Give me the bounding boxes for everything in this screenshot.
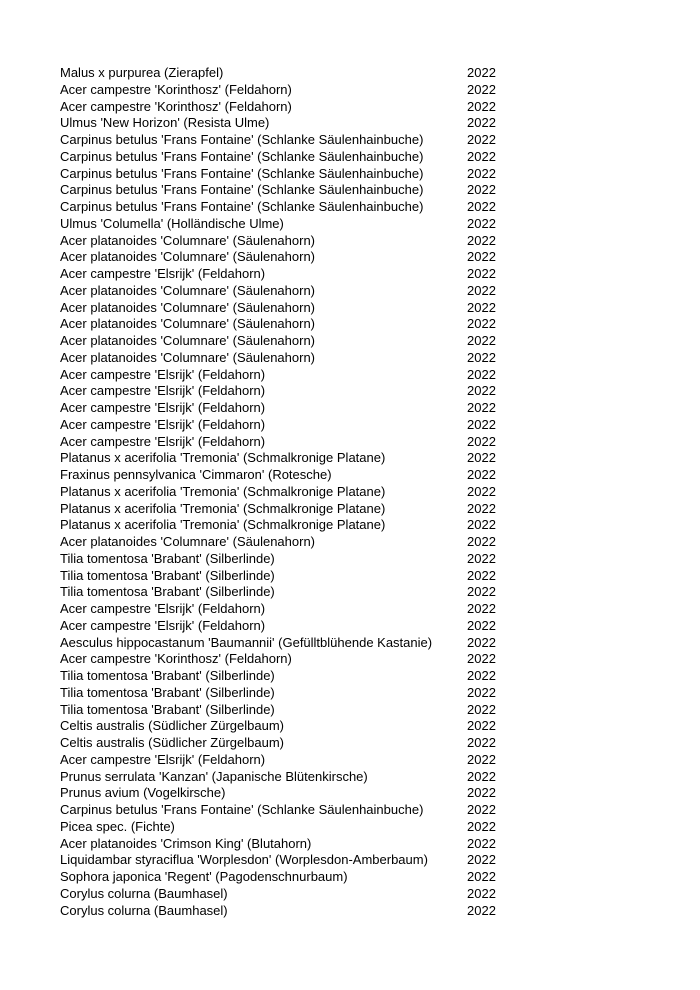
planting-year: 2022 [467, 299, 496, 315]
list-item [60, 182, 520, 199]
list-item [60, 752, 520, 769]
tree-name: Acer campestre 'Elsrijk' (Feldahorn) [60, 433, 266, 449]
list-item [60, 785, 520, 802]
list-item [60, 350, 520, 367]
planting-year: 2022 [467, 215, 496, 231]
planting-year: 2022 [467, 433, 496, 449]
planting-year: 2022 [467, 199, 496, 214]
tree-name: Carpinus betulus 'Frans Fontaine' (Schlanke Säulenhainbuche) [60, 148, 424, 164]
tree-name: Prunus serrulata 'Kanzan' (Japanische Blütenkirsche) [60, 768, 368, 784]
planting-year: 2022 [467, 450, 496, 466]
tree-name: Platanus x acerifolia 'Tremonia' (Schmalkronige Platane) [60, 483, 386, 499]
list-item [60, 283, 520, 300]
list-item [60, 584, 520, 601]
list-item [60, 149, 520, 166]
planting-year: 2022 [467, 416, 496, 432]
list-item [60, 769, 520, 786]
planting-year: 2022 [467, 818, 496, 834]
tree-name: Acer platanoides 'Columnare' (Säulenahorn) [60, 282, 315, 298]
planting-year: 2022 [467, 266, 496, 281]
tree-name: Acer platanoides 'Columnare' (Säulenahorn) [60, 316, 315, 332]
tree-name: Carpinus betulus 'Frans Fontaine' (Schlanke Säulenhainbuche) [60, 165, 424, 181]
tree-name: Carpinus betulus 'Frans Fontaine' (Schlanke Säulenhainbuche) [60, 199, 424, 214]
list-item [60, 618, 520, 635]
planting-year: 2022 [467, 885, 496, 901]
list-item [60, 400, 520, 417]
list-item [60, 651, 520, 668]
tree-name: Tilia tomentosa 'Brabant' (Silberlinde) [60, 584, 275, 600]
tree-name: Malus x purpurea (Zierapfel) [60, 65, 224, 80]
list-item [60, 333, 520, 350]
list-item [60, 216, 520, 233]
planting-year: 2022 [467, 751, 496, 767]
tree-name: Acer platanoides 'Columnare' (Säulenahorn) [60, 534, 315, 549]
planting-year: 2022 [467, 718, 496, 734]
tree-name: Acer campestre 'Elsrijk' (Feldahorn) [60, 400, 266, 415]
list-item [60, 434, 520, 451]
planting-year: 2022 [467, 768, 496, 784]
planting-year: 2022 [467, 584, 496, 600]
tree-name: Fraxinus pennsylvanica 'Cimmaron' (Rotesche) [60, 467, 332, 482]
tree-name: Acer campestre 'Elsrijk' (Feldahorn) [60, 266, 266, 281]
list-item [60, 869, 520, 886]
tree-name: Acer platanoides 'Columnare' (Säulenahorn) [60, 333, 315, 348]
list-item [60, 517, 520, 534]
planting-year: 2022 [467, 902, 496, 918]
planting-year: 2022 [467, 249, 496, 265]
list-item [60, 266, 520, 283]
planting-year: 2022 [467, 132, 496, 147]
planting-year: 2022 [467, 282, 496, 298]
tree-name: Platanus x acerifolia 'Tremonia' (Schmalkronige Platane) [60, 500, 386, 516]
tree-name: Celtis australis (Südlicher Zürgelbaum) [60, 735, 284, 750]
planting-year: 2022 [467, 182, 496, 198]
list-item [60, 852, 520, 869]
list-item [60, 568, 520, 585]
tree-name: Tilia tomentosa 'Brabant' (Silberlinde) [60, 567, 275, 583]
list-item [60, 199, 520, 216]
tree-name: Acer campestre 'Elsrijk' (Feldahorn) [60, 617, 266, 633]
list-item [60, 417, 520, 434]
planting-year: 2022 [467, 232, 496, 248]
tree-name: Ulmus 'New Horizon' (Resista Ulme) [60, 115, 270, 131]
list-item [60, 836, 520, 853]
planting-year: 2022 [467, 65, 496, 80]
list-item [60, 886, 520, 903]
planting-year: 2022 [467, 500, 496, 516]
planting-year: 2022 [467, 366, 496, 382]
planting-year: 2022 [467, 852, 496, 868]
planting-year: 2022 [467, 165, 496, 181]
planting-year: 2022 [467, 534, 496, 549]
list-item [60, 903, 520, 920]
planting-year: 2022 [467, 785, 496, 801]
list-item [60, 450, 520, 467]
list-item [60, 316, 520, 333]
planting-year: 2022 [467, 651, 496, 667]
list-item [60, 501, 520, 518]
tree-name: Celtis australis (Südlicher Zürgelbaum) [60, 718, 284, 734]
planting-year: 2022 [467, 81, 496, 97]
tree-name: Carpinus betulus 'Frans Fontaine' (Schlanke Säulenhainbuche) [60, 802, 424, 817]
planting-year: 2022 [467, 550, 496, 566]
list-item [60, 668, 520, 685]
planting-year: 2022 [467, 601, 496, 616]
tree-list [60, 65, 520, 919]
list-item [60, 802, 520, 819]
tree-name: Prunus avium (Vogelkirsche) [60, 785, 226, 801]
tree-name: Acer campestre 'Elsrijk' (Feldahorn) [60, 416, 266, 432]
list-item [60, 115, 520, 132]
tree-name: Acer campestre 'Elsrijk' (Feldahorn) [60, 751, 266, 767]
tree-name: Ulmus 'Columella' (Holländische Ulme) [60, 215, 284, 231]
list-item [60, 132, 520, 149]
planting-year: 2022 [467, 634, 496, 650]
planting-year: 2022 [467, 684, 496, 700]
planting-year: 2022 [467, 517, 496, 533]
tree-name: Corylus colurna (Baumhasel) [60, 885, 228, 901]
list-item [60, 300, 520, 317]
tree-name: Tilia tomentosa 'Brabant' (Silberlinde) [60, 684, 275, 700]
planting-year: 2022 [467, 400, 496, 415]
tree-name: Platanus x acerifolia 'Tremonia' (Schmalkronige Platane) [60, 517, 386, 533]
tree-name: Acer campestre 'Korinthosz' (Feldahorn) [60, 81, 292, 97]
planting-year: 2022 [467, 316, 496, 332]
tree-name: Acer campestre 'Korinthosz' (Feldahorn) [60, 651, 292, 667]
planting-year: 2022 [467, 98, 496, 114]
list-item [60, 367, 520, 384]
tree-name: Corylus colurna (Baumhasel) [60, 902, 228, 918]
list-item [60, 233, 520, 250]
planting-year: 2022 [467, 735, 496, 750]
list-item [60, 635, 520, 652]
tree-name: Acer platanoides 'Columnare' (Säulenahorn) [60, 249, 315, 265]
tree-name: Acer campestre 'Elsrijk' (Feldahorn) [60, 383, 266, 399]
planting-year: 2022 [467, 483, 496, 499]
planting-year: 2022 [467, 701, 496, 717]
list-item [60, 819, 520, 836]
list-item [60, 467, 520, 484]
list-item [60, 551, 520, 568]
list-item [60, 484, 520, 501]
tree-name: Acer platanoides 'Columnare' (Säulenahorn) [60, 349, 315, 365]
planting-year: 2022 [467, 869, 496, 884]
list-item [60, 601, 520, 618]
list-item [60, 534, 520, 551]
planting-year: 2022 [467, 567, 496, 583]
planting-year: 2022 [467, 802, 496, 817]
list-item [60, 65, 520, 82]
planting-year: 2022 [467, 333, 496, 348]
planting-year: 2022 [467, 467, 496, 482]
list-item [60, 82, 520, 99]
tree-name: Carpinus betulus 'Frans Fontaine' (Schlanke Säulenhainbuche) [60, 132, 424, 147]
list-item [60, 249, 520, 266]
list-item [60, 383, 520, 400]
tree-name: Liquidambar styraciflua 'Worplesdon' (Worplesdon-Amberbaum) [60, 852, 428, 868]
planting-year: 2022 [467, 383, 496, 399]
planting-year: 2022 [467, 148, 496, 164]
planting-year: 2022 [467, 617, 496, 633]
tree-name: Tilia tomentosa 'Brabant' (Silberlinde) [60, 668, 275, 683]
tree-name: Aesculus hippocastanum 'Baumannii' (Gefülltblühende Kastanie) [60, 634, 433, 650]
list-item [60, 99, 520, 116]
list-item [60, 166, 520, 183]
tree-name: Acer campestre 'Korinthosz' (Feldahorn) [60, 98, 292, 114]
list-item [60, 685, 520, 702]
tree-name: Carpinus betulus 'Frans Fontaine' (Schlanke Säulenhainbuche) [60, 182, 424, 198]
tree-name: Platanus x acerifolia 'Tremonia' (Schmalkronige Platane) [60, 450, 386, 466]
planting-year: 2022 [467, 668, 496, 683]
planting-year: 2022 [467, 115, 496, 131]
list-item [60, 718, 520, 735]
planting-year: 2022 [467, 835, 496, 851]
list-item [60, 702, 520, 719]
list-item [60, 735, 520, 752]
tree-name: Acer campestre 'Elsrijk' (Feldahorn) [60, 601, 266, 616]
tree-name: Picea spec. (Fichte) [60, 818, 175, 834]
tree-name: Sophora japonica 'Regent' (Pagodenschnurbaum) [60, 869, 348, 884]
tree-name: Acer campestre 'Elsrijk' (Feldahorn) [60, 366, 266, 382]
tree-name: Acer platanoides 'Crimson King' (Blutahorn) [60, 835, 312, 851]
planting-year: 2022 [467, 349, 496, 365]
tree-name: Tilia tomentosa 'Brabant' (Silberlinde) [60, 701, 275, 717]
tree-name: Tilia tomentosa 'Brabant' (Silberlinde) [60, 550, 275, 566]
tree-name: Acer platanoides 'Columnare' (Säulenahorn) [60, 299, 315, 315]
tree-name: Acer platanoides 'Columnare' (Säulenahorn) [60, 232, 315, 248]
